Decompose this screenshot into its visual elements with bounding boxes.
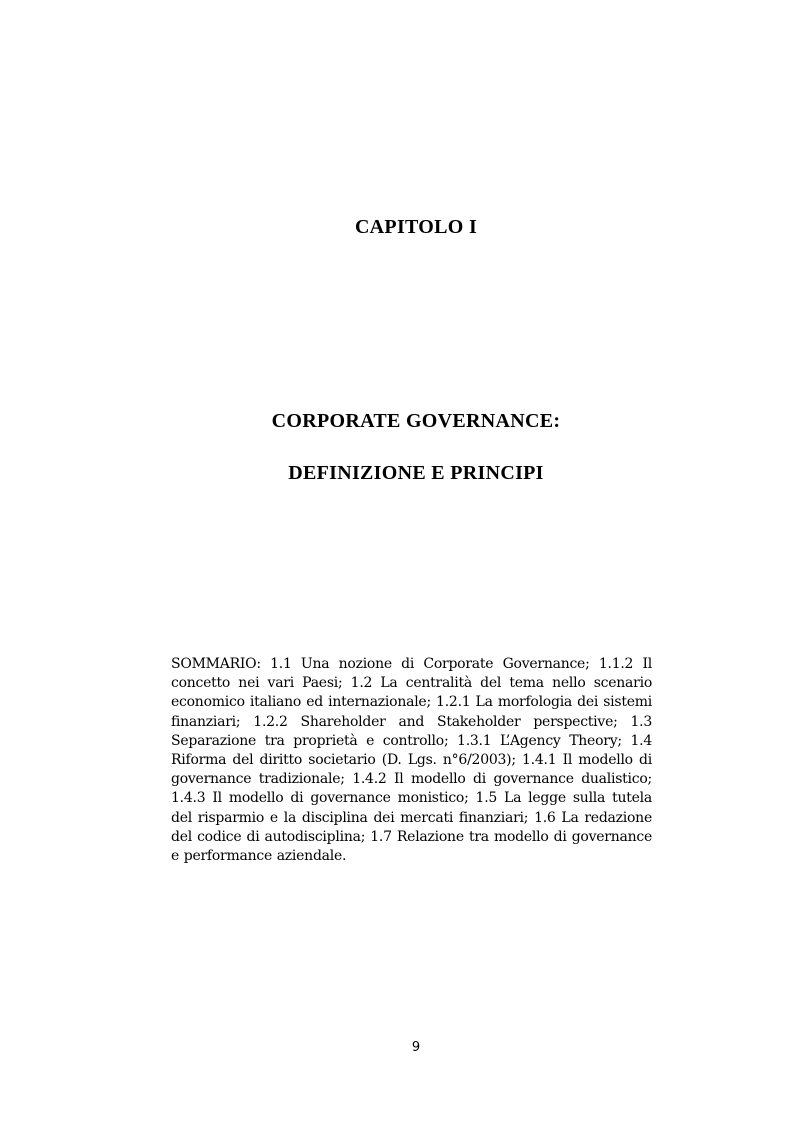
chapter-label: CAPITOLO I [354,216,478,238]
chapter-title-line-1: CORPORATE GOVERNANCE: [271,410,561,432]
chapter-title-line-2: DEFINIZIONE E PRINCIPI [288,462,544,484]
page-number: 9 [411,1040,421,1055]
chapter-summary: SOMMARIO: 1.1 Una nozione di Corporate Governance; 1.1.2 Il concetto nei vari Paesi; 1.2 La centralità del tema nello scenario economico italiano ed internazionale; 1.2.1 La morfologia dei sistemi finanziari; 1.2.2 Shareholder and Stakeholder perspective; 1.3 Separazione tra proprietà e controllo; 1.3.1 L’Agency Theory; 1.4 Riforma del diritto societario (D. Lgs. n°6/2003); 1.4.1 Il modello di governance tradizionale; 1.4.2 Il modello di governance dualistico; 1.4.3 Il modello di governance monistico; 1.5 La legge sulla tutela del risparmio e la disciplina dei mercati finanziari; 1.6 La redazione del codice di autodisciplina; 1.7 Relazione tra modello di governance e performance aziendale. [171,656,652,865]
